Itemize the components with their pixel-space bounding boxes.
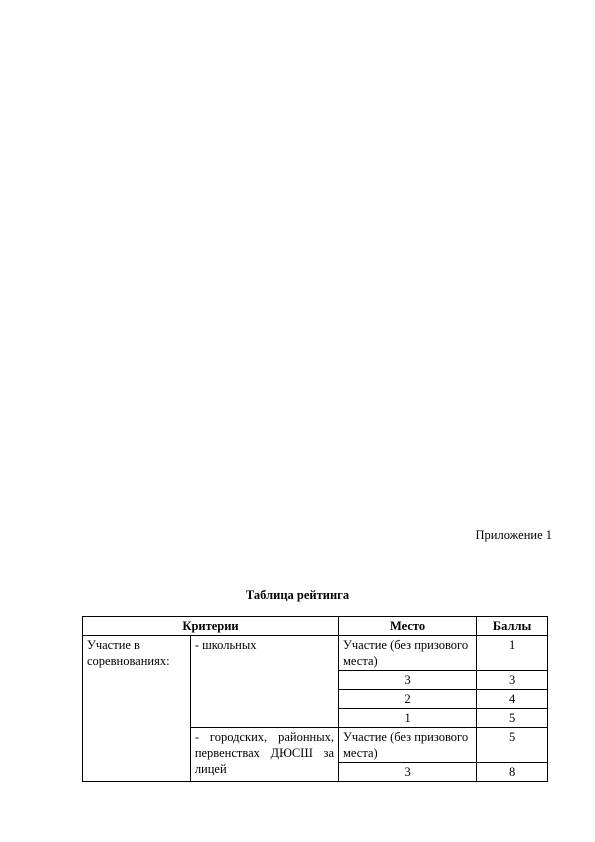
place-cell: Участие (без призового места)	[339, 636, 477, 671]
points-cell: 1	[477, 636, 548, 671]
place-cell: 3	[339, 763, 477, 782]
table-title: Таблица рейтинга	[245, 588, 350, 602]
appendix-label: Приложение 1	[475, 528, 552, 542]
group-label-school: - школьных	[190, 636, 338, 728]
place-cell: 3	[339, 671, 477, 690]
place-cell: 1	[339, 709, 477, 728]
place-cell: Участие (без призового места)	[339, 728, 477, 763]
table-header-row	[83, 617, 548, 636]
category-cell: Участие в соревнованиях:	[83, 636, 191, 782]
table-row	[83, 636, 548, 671]
group-label-city: - городских, районных, первенствах ДЮСШ за лицей	[190, 728, 338, 782]
header-points: Баллы	[477, 617, 548, 636]
points-cell: 4	[477, 690, 548, 709]
points-cell: 5	[477, 709, 548, 728]
header-place: Место	[339, 617, 477, 636]
place-cell: 2	[339, 690, 477, 709]
points-cell: 3	[477, 671, 548, 690]
points-cell: 8	[477, 763, 548, 782]
header-criteria: Критерии	[83, 617, 339, 636]
rating-table	[82, 616, 548, 782]
points-cell: 5	[477, 728, 548, 763]
